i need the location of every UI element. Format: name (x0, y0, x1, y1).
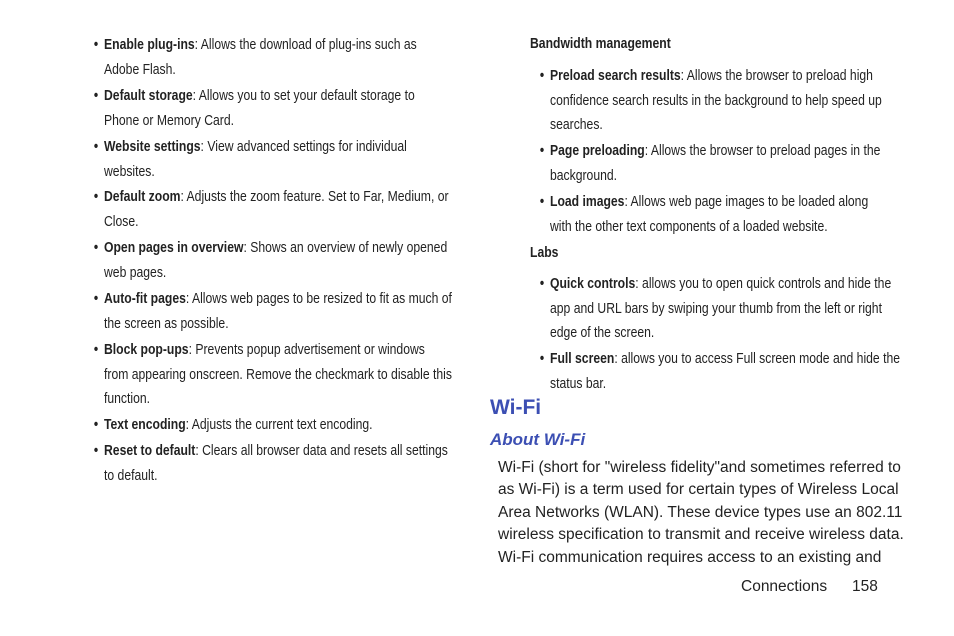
item-desc: : Adjusts the current text encoding. (185, 417, 373, 433)
bullet-icon: • (93, 342, 99, 358)
bullet-icon: • (93, 291, 99, 307)
list-item-text-encoding (93, 413, 461, 438)
paragraph-line: as Wi-Fi) is a term used for certain types of Wireless Local (498, 481, 899, 499)
item-desc: : Adjusts the zoom feature. Set to Far, Medium, or Close. (104, 189, 449, 230)
item-term: Block pop-ups (104, 342, 189, 358)
item-desc: : Allows web pages to be resized to fit as much of the screen as possible. (104, 291, 452, 332)
item-term: Reset to default (104, 443, 196, 459)
bullet-icon: • (93, 443, 99, 459)
list-item-preload-search (539, 64, 903, 138)
list-item-enable-plugins (93, 33, 453, 82)
paragraph-line: wireless specification to transmit and receive wireless data. (498, 526, 904, 544)
bandwidth-heading: Bandwidth management (530, 36, 671, 52)
item-desc: : View advanced settings for individual websites. (104, 139, 407, 180)
item-desc: : Allows web page images to be loaded along with the other text components of a loaded website. (550, 194, 869, 235)
list-item-full-screen (539, 347, 903, 396)
item-desc: : Shows an overview of newly opened web pages. (104, 240, 448, 281)
bullet-icon: • (539, 194, 545, 210)
item-term: Enable plug-ins (104, 37, 195, 53)
item-term: Quick controls (550, 276, 636, 292)
item-desc: : allows you to open quick controls and hide the app and URL bars by swiping your thumb from the left or right edge of the screen. (550, 276, 892, 341)
paragraph-line: Wi-Fi (short for "wireless fidelity"and sometimes referred to (498, 459, 901, 476)
item-term: Open pages in overview (104, 240, 244, 256)
list-item-open-pages-overview (93, 236, 461, 285)
item-term: Preload search results (550, 68, 681, 84)
item-desc: : Clears all browser data and resets all settings to default. (104, 443, 448, 484)
list-item-reset-default (93, 439, 461, 488)
bullet-icon: • (539, 68, 545, 84)
item-term: Text encoding (104, 417, 186, 433)
bullet-icon: • (93, 139, 99, 155)
bullet-icon: • (93, 189, 99, 205)
wifi-section-title: Wi-Fi (490, 396, 542, 419)
item-term: Full screen (550, 351, 615, 367)
item-term: Website settings (104, 139, 201, 155)
labs-heading: Labs (530, 245, 559, 261)
item-desc: : allows you to access Full screen mode and hide the status bar. (550, 351, 901, 392)
list-item-auto-fit-pages (93, 287, 461, 336)
footer-page-number: 158 (852, 578, 878, 595)
list-item-block-popups (93, 338, 453, 412)
bullet-icon: • (93, 417, 99, 433)
list-item-default-zoom (93, 185, 457, 234)
paragraph-line: Wi-Fi communication requires access to an existing and (498, 548, 882, 566)
item-desc: : Allows you to set your default storage to Phone or Memory Card. (104, 88, 415, 129)
bullet-icon: • (539, 276, 545, 292)
list-item-default-storage (93, 84, 448, 133)
about-wifi-subtitle: About Wi-Fi (490, 430, 586, 449)
list-item-load-images (539, 190, 882, 239)
footer-section-name: Connections (741, 578, 828, 595)
wifi-paragraph (498, 457, 904, 569)
item-term: Auto-fit pages (104, 291, 186, 307)
bullet-icon: • (93, 37, 99, 53)
bullet-icon: • (539, 351, 545, 367)
paragraph-line: Area Networks (WLAN). These device types use an 802.11 (498, 503, 903, 521)
item-desc: : Allows the browser to preload pages in the background. (550, 143, 881, 184)
bullet-icon: • (93, 240, 99, 256)
item-desc: : Allows the download of plug-ins such as Adobe Flash. (104, 37, 417, 78)
item-term: Page preloading (550, 143, 645, 159)
item-term: Default storage (104, 88, 193, 104)
item-term: Default zoom (104, 189, 181, 205)
item-term: Load images (550, 194, 625, 210)
bullet-icon: • (93, 88, 99, 104)
list-item-website-settings (93, 135, 448, 184)
list-item-quick-controls (539, 272, 903, 346)
item-desc: : Allows the browser to preload high confidence search results in the background to help speed up searches. (550, 68, 882, 133)
list-item-page-preloading (539, 139, 903, 188)
item-desc: : Prevents popup advertisement or windows from appearing onscreen. Remove the checkmark to disable this function. (104, 342, 452, 407)
bullet-icon: • (539, 143, 545, 159)
